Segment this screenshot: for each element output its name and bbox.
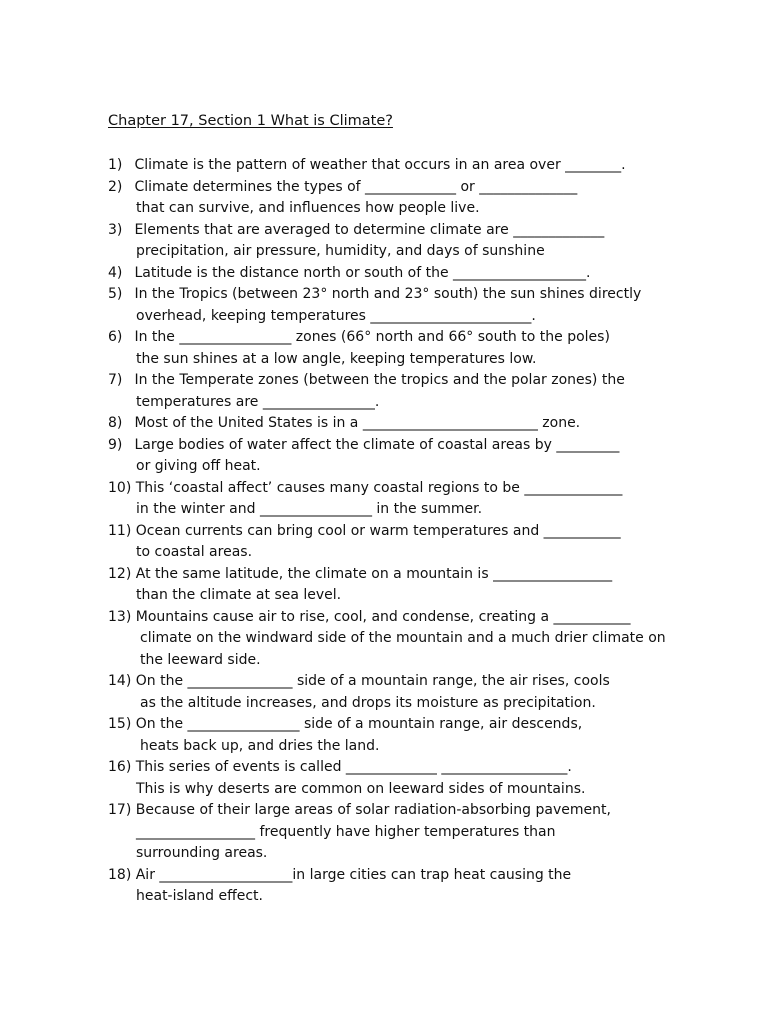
question-text: Mountains cause air to rise, cool, and condense, creating a ___________	[135, 608, 631, 625]
question-text: On the _______________ side of a mountain range, the air rises, cools	[135, 673, 610, 689]
question-continuation-line: precipitation, air pressure, humidity, and days of sunshine	[136, 243, 545, 259]
question-item	[108, 327, 668, 370]
question-item	[108, 671, 668, 714]
question-continuation-line: as the altitude increases, and drops its moisture as precipitation.	[140, 694, 596, 711]
question-item	[108, 607, 668, 672]
question-number: 1)	[108, 157, 123, 173]
question-number: 13)	[108, 608, 132, 625]
question-item	[108, 413, 668, 435]
question-first-line	[108, 607, 668, 629]
question-first-line	[108, 564, 668, 586]
question-number: 5)	[108, 286, 123, 302]
question-number: 15)	[108, 716, 132, 732]
question-item	[108, 177, 668, 220]
question-first-line	[108, 263, 668, 285]
question-text: Latitude is the distance north or south of the ___________________.	[134, 264, 591, 281]
question-item	[108, 155, 668, 177]
question-text: At the same latitude, the climate on a mountain is _________________	[135, 565, 613, 582]
question-continuation-line: _________________ frequently have higher temperatures than	[136, 823, 556, 840]
question-item	[108, 800, 668, 865]
question-text: Most of the United States is in a _________________________ zone.	[134, 415, 581, 431]
question-item	[108, 263, 668, 285]
question-text: In the Tropics (between 23° north and 23° south) the sun shines directly	[134, 286, 642, 302]
question-first-line	[108, 435, 668, 457]
question-number: 12)	[108, 565, 132, 582]
question-continuation-line: the sun shines at a low angle, keeping temperatures low.	[136, 350, 537, 367]
question-text: Ocean currents can bring cool or warm temperatures and ___________	[135, 522, 621, 539]
question-continuation-line: heat-island effect.	[136, 888, 263, 904]
question-number: 8)	[108, 415, 123, 431]
question-number: 4)	[108, 264, 123, 281]
question-item	[108, 714, 668, 757]
question-first-line	[108, 757, 668, 779]
question-continuation-line: heats back up, and dries the land.	[140, 737, 380, 754]
question-text: Climate is the pattern of weather that occurs in an area over ________.	[134, 157, 626, 173]
question-text: On the ________________ side of a mountain range, air descends,	[135, 716, 583, 732]
question-text: In the ________________ zones (66° north and 66° south to the poles)	[134, 329, 610, 345]
question-number: 2)	[108, 178, 123, 195]
question-first-line	[108, 671, 668, 693]
question-item	[108, 757, 668, 800]
question-number: 9)	[108, 436, 123, 453]
question-first-line	[108, 370, 668, 392]
question-continuation-line: overhead, keeping temperatures _______________________.	[136, 307, 536, 324]
question-number: 18)	[108, 866, 132, 883]
question-continuation-line: surrounding areas.	[136, 845, 268, 861]
question-continuation-line: climate on the windward side of the mountain and a much drier climate on	[140, 630, 666, 646]
question-continuation-line: the leeward side.	[140, 651, 261, 668]
question-continuation-line: that can survive, and influences how people live.	[136, 200, 480, 216]
question-item	[108, 370, 668, 413]
question-text: Climate determines the types of _____________ or ______________	[134, 178, 578, 195]
question-number: 10)	[108, 479, 132, 496]
worksheet-title: Chapter 17, Section 1 What is Climate?	[108, 113, 393, 129]
question-list	[108, 155, 668, 908]
question-text: This series of events is called _____________ __________________.	[135, 759, 572, 775]
question-item	[108, 521, 668, 564]
question-number: 16)	[108, 759, 132, 775]
question-text: In the Temperate zones (between the tropics and the polar zones) the	[134, 372, 625, 388]
question-number: 3)	[108, 221, 123, 238]
question-first-line	[108, 714, 668, 736]
question-text: Because of their large areas of solar radiation-absorbing pavement,	[135, 802, 611, 818]
question-first-line	[108, 800, 668, 822]
question-item	[108, 284, 668, 327]
question-continuation-line: or giving off heat.	[136, 458, 261, 474]
question-continuation-line: in the winter and ________________ in the summer.	[136, 501, 483, 517]
question-text: This ‘coastal affect’ causes many coastal regions to be ______________	[135, 479, 623, 496]
question-text: Large bodies of water affect the climate of coastal areas by _________	[134, 436, 620, 453]
question-item	[108, 478, 668, 521]
question-first-line	[108, 220, 668, 242]
question-first-line	[108, 284, 668, 306]
question-first-line	[108, 327, 668, 349]
question-number: 7)	[108, 372, 123, 388]
question-number: 6)	[108, 329, 123, 345]
question-first-line	[108, 478, 668, 500]
question-text: Air ___________________in large cities can trap heat causing the	[135, 866, 572, 883]
question-continuation-line: This is why deserts are common on leeward sides of mountains.	[136, 780, 586, 797]
question-text: Elements that are averaged to determine climate are _____________	[134, 221, 605, 238]
question-continuation-line: temperatures are ________________.	[136, 393, 380, 410]
question-continuation-line: to coastal areas.	[136, 544, 253, 560]
question-first-line	[108, 177, 668, 199]
question-first-line	[108, 413, 668, 435]
question-number: 11)	[108, 522, 132, 539]
question-item	[108, 564, 668, 607]
question-number: 14)	[108, 673, 132, 689]
question-continuation-line: than the climate at sea level.	[136, 587, 342, 603]
question-item	[108, 220, 668, 263]
question-first-line	[108, 865, 668, 887]
question-first-line	[108, 521, 668, 543]
question-number: 17)	[108, 802, 132, 818]
question-item	[108, 435, 668, 478]
question-first-line	[108, 155, 668, 177]
question-item	[108, 865, 668, 908]
